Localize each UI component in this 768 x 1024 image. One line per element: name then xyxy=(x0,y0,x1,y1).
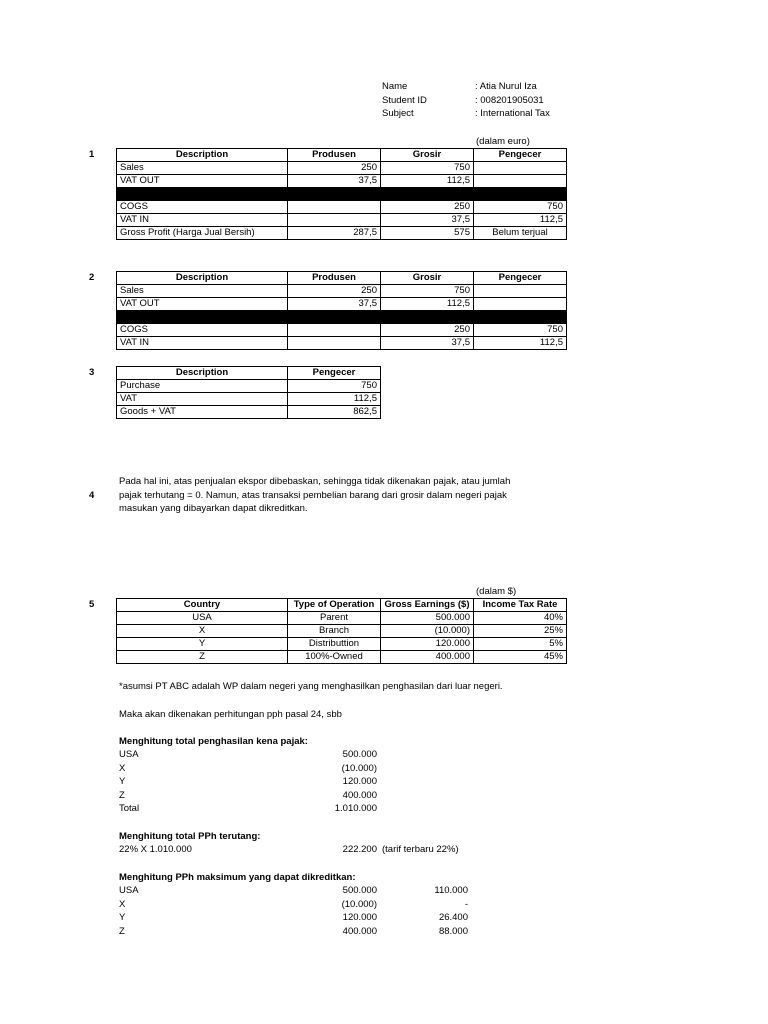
table-row xyxy=(117,393,381,406)
table-cell: Belum terjual xyxy=(474,227,567,240)
subject-value: : International Tax xyxy=(475,108,550,119)
table-row xyxy=(117,337,567,350)
separator-row xyxy=(117,311,567,324)
col-header: Description xyxy=(117,367,288,380)
table-header-row xyxy=(117,149,567,162)
table-header-row xyxy=(117,367,381,380)
section-title-max-credit: Menghitung PPh maksimum yang dapat dikreditkan: xyxy=(119,872,356,883)
table-cell: Parent xyxy=(288,612,381,625)
col-header: Description xyxy=(117,149,288,162)
table-cell: 45% xyxy=(474,651,567,664)
row-value: 500.000 xyxy=(342,885,377,896)
unit-note-euro: (dalam euro) xyxy=(476,136,530,147)
assumption-text: *asumsi PT ABC adalah WP dalam negeri yang menghasilkan penghasilan dari luar negeri. xyxy=(119,681,503,692)
table-cell: VAT IN xyxy=(117,337,288,350)
vat-table-1 xyxy=(116,148,567,240)
table-cell: 112,5 xyxy=(381,175,474,188)
table-cell: X xyxy=(117,625,288,638)
table-cell: 287,5 xyxy=(288,227,381,240)
table-cell: (10.000) xyxy=(381,625,474,638)
table-row xyxy=(117,324,567,337)
table-cell: 112,5 xyxy=(474,214,567,227)
row-credit: - xyxy=(464,899,468,910)
table-cell: 250 xyxy=(288,285,381,298)
table-row xyxy=(117,638,567,651)
table-cell: Sales xyxy=(117,162,288,175)
row-value: 400.000 xyxy=(342,926,377,937)
table-cell: COGS xyxy=(117,324,288,337)
col-header: Description xyxy=(117,272,288,285)
section-title-taxable-income: Menghitung total penghasilan kena pajak: xyxy=(119,736,308,747)
question-number-2: 2 xyxy=(89,272,95,283)
table-cell xyxy=(474,162,567,175)
table-cell: VAT OUT xyxy=(117,298,288,311)
table-cell: 250 xyxy=(288,162,381,175)
row-label: Y xyxy=(119,912,126,923)
table-row xyxy=(117,214,567,227)
col-header: Produsen xyxy=(288,149,381,162)
table-cell xyxy=(474,175,567,188)
table-cell xyxy=(474,285,567,298)
row-label: Z xyxy=(119,790,125,801)
table-cell: VAT OUT xyxy=(117,175,288,188)
table-row xyxy=(117,298,567,311)
separator-cell xyxy=(474,311,567,324)
vat-table-2 xyxy=(116,271,567,350)
col-header: Income Tax Rate xyxy=(474,599,567,612)
col-header: Grosir xyxy=(381,272,474,285)
table-cell xyxy=(474,298,567,311)
table-cell: Branch xyxy=(288,625,381,638)
table-cell: 37,5 xyxy=(381,214,474,227)
separator-cell xyxy=(381,188,474,201)
section-title-tax-payable: Menghitung total PPh terutang: xyxy=(119,831,261,842)
table-cell: 25% xyxy=(474,625,567,638)
col-header: Pengecer xyxy=(474,272,567,285)
unit-note-dollar: (dalam $) xyxy=(476,586,517,597)
row-label: USA xyxy=(119,885,139,896)
paragraph-line: masukan yang dibayarkan dapat dikreditkan. xyxy=(119,503,308,514)
table-row xyxy=(117,285,567,298)
table-cell xyxy=(288,214,381,227)
table-cell: 5% xyxy=(474,638,567,651)
table-row xyxy=(117,162,567,175)
question-number-3: 3 xyxy=(89,367,95,378)
table-cell: Y xyxy=(117,638,288,651)
table-cell: COGS xyxy=(117,201,288,214)
separator-cell xyxy=(117,311,288,324)
col-header: Country xyxy=(117,599,288,612)
col-header: Produsen xyxy=(288,272,381,285)
table-cell: Distributtion xyxy=(288,638,381,651)
intro-text: Maka akan dikenakan perhitungan pph pasal 24, sbb xyxy=(119,709,342,720)
tax-result: 222.200 xyxy=(342,844,377,855)
row-label: Total xyxy=(119,803,140,814)
table-row xyxy=(117,651,567,664)
table-cell xyxy=(288,337,381,350)
subject-label: Subject xyxy=(382,108,414,119)
separator-cell xyxy=(288,311,381,324)
table-row xyxy=(117,380,381,393)
table-cell: Goods + VAT xyxy=(117,406,288,419)
table-cell: 250 xyxy=(381,201,474,214)
row-label: X xyxy=(119,899,126,910)
table-row xyxy=(117,625,567,638)
table-cell: 40% xyxy=(474,612,567,625)
table-cell: 250 xyxy=(381,324,474,337)
separator-cell xyxy=(474,188,567,201)
row-label: Y xyxy=(119,776,126,787)
table-row xyxy=(117,175,567,188)
col-header: Pengecer xyxy=(288,367,381,380)
table-row xyxy=(117,406,381,419)
separator-cell xyxy=(288,188,381,201)
table-cell: VAT IN xyxy=(117,214,288,227)
table-cell: Sales xyxy=(117,285,288,298)
table-cell: Purchase xyxy=(117,380,288,393)
row-value: (10.000) xyxy=(341,899,377,910)
col-header: Pengecer xyxy=(474,149,567,162)
table-cell: 750 xyxy=(381,285,474,298)
paragraph-line: pajak terhutang = 0. Namun, atas transaksi pembelian barang dari grosir dalam negeri pajak xyxy=(119,490,507,501)
col-header: Gross Earnings ($) xyxy=(381,599,474,612)
row-label: Z xyxy=(119,926,125,937)
table-cell: Z xyxy=(117,651,288,664)
table-cell: 37,5 xyxy=(288,175,381,188)
row-value: (10.000) xyxy=(341,763,377,774)
table-cell: VAT xyxy=(117,393,288,406)
col-header: Grosir xyxy=(381,149,474,162)
table-header-row xyxy=(117,599,567,612)
row-value: 120.000 xyxy=(342,776,377,787)
row-label: X xyxy=(119,763,126,774)
table-cell: 112,5 xyxy=(474,337,567,350)
table-cell: 400.000 xyxy=(381,651,474,664)
retailer-table xyxy=(116,366,381,419)
table-cell: 750 xyxy=(381,162,474,175)
table-cell: 500.000 xyxy=(381,612,474,625)
separator-row xyxy=(117,188,567,201)
name-value: : Atia Nurul Iza xyxy=(475,81,537,92)
table-cell: 575 xyxy=(381,227,474,240)
question-number-4: 4 xyxy=(89,490,95,501)
table-cell: 750 xyxy=(474,324,567,337)
table-row xyxy=(117,612,567,625)
row-value: 120.000 xyxy=(342,912,377,923)
row-value: 400.000 xyxy=(342,790,377,801)
table-cell: 37,5 xyxy=(381,337,474,350)
name-label: Name xyxy=(382,81,408,92)
row-value: 500.000 xyxy=(342,749,377,760)
table-cell: USA xyxy=(117,612,288,625)
table-cell: Gross Profit (Harga Jual Bersih) xyxy=(117,227,288,240)
tax-note: (tarif terbaru 22%) xyxy=(382,844,459,855)
row-label: USA xyxy=(119,749,139,760)
student-id-value: : 008201905031 xyxy=(475,95,544,106)
table-cell: 862,5 xyxy=(288,406,381,419)
row-credit: 110.000 xyxy=(434,885,468,896)
tax-formula: 22% X 1.010.000 xyxy=(119,844,192,855)
table-cell: 112,5 xyxy=(381,298,474,311)
table-cell: 112,5 xyxy=(288,393,381,406)
table-cell: 100%-Owned xyxy=(288,651,381,664)
table-row xyxy=(117,227,567,240)
paragraph-line: Pada hal ini, atas penjualan ekspor dibebaskan, sehingga tidak dikenakan pajak, atau jumlah xyxy=(119,476,511,487)
col-header: Type of Operation xyxy=(288,599,381,612)
question-number-5: 5 xyxy=(89,599,95,610)
table-cell xyxy=(288,324,381,337)
student-id-label: Student ID xyxy=(382,95,427,106)
separator-cell xyxy=(117,188,288,201)
table-cell: 120.000 xyxy=(381,638,474,651)
row-credit: 88.000 xyxy=(438,926,468,937)
row-credit: 26.400 xyxy=(438,912,468,923)
row-value: 1.010.000 xyxy=(334,803,377,814)
separator-cell xyxy=(381,311,474,324)
table-cell: 37,5 xyxy=(288,298,381,311)
income-table xyxy=(116,598,567,664)
question-number-1: 1 xyxy=(89,149,95,160)
table-cell xyxy=(288,201,381,214)
table-row xyxy=(117,201,567,214)
table-cell: 750 xyxy=(288,380,381,393)
table-cell: 750 xyxy=(474,201,567,214)
table-header-row xyxy=(117,272,567,285)
